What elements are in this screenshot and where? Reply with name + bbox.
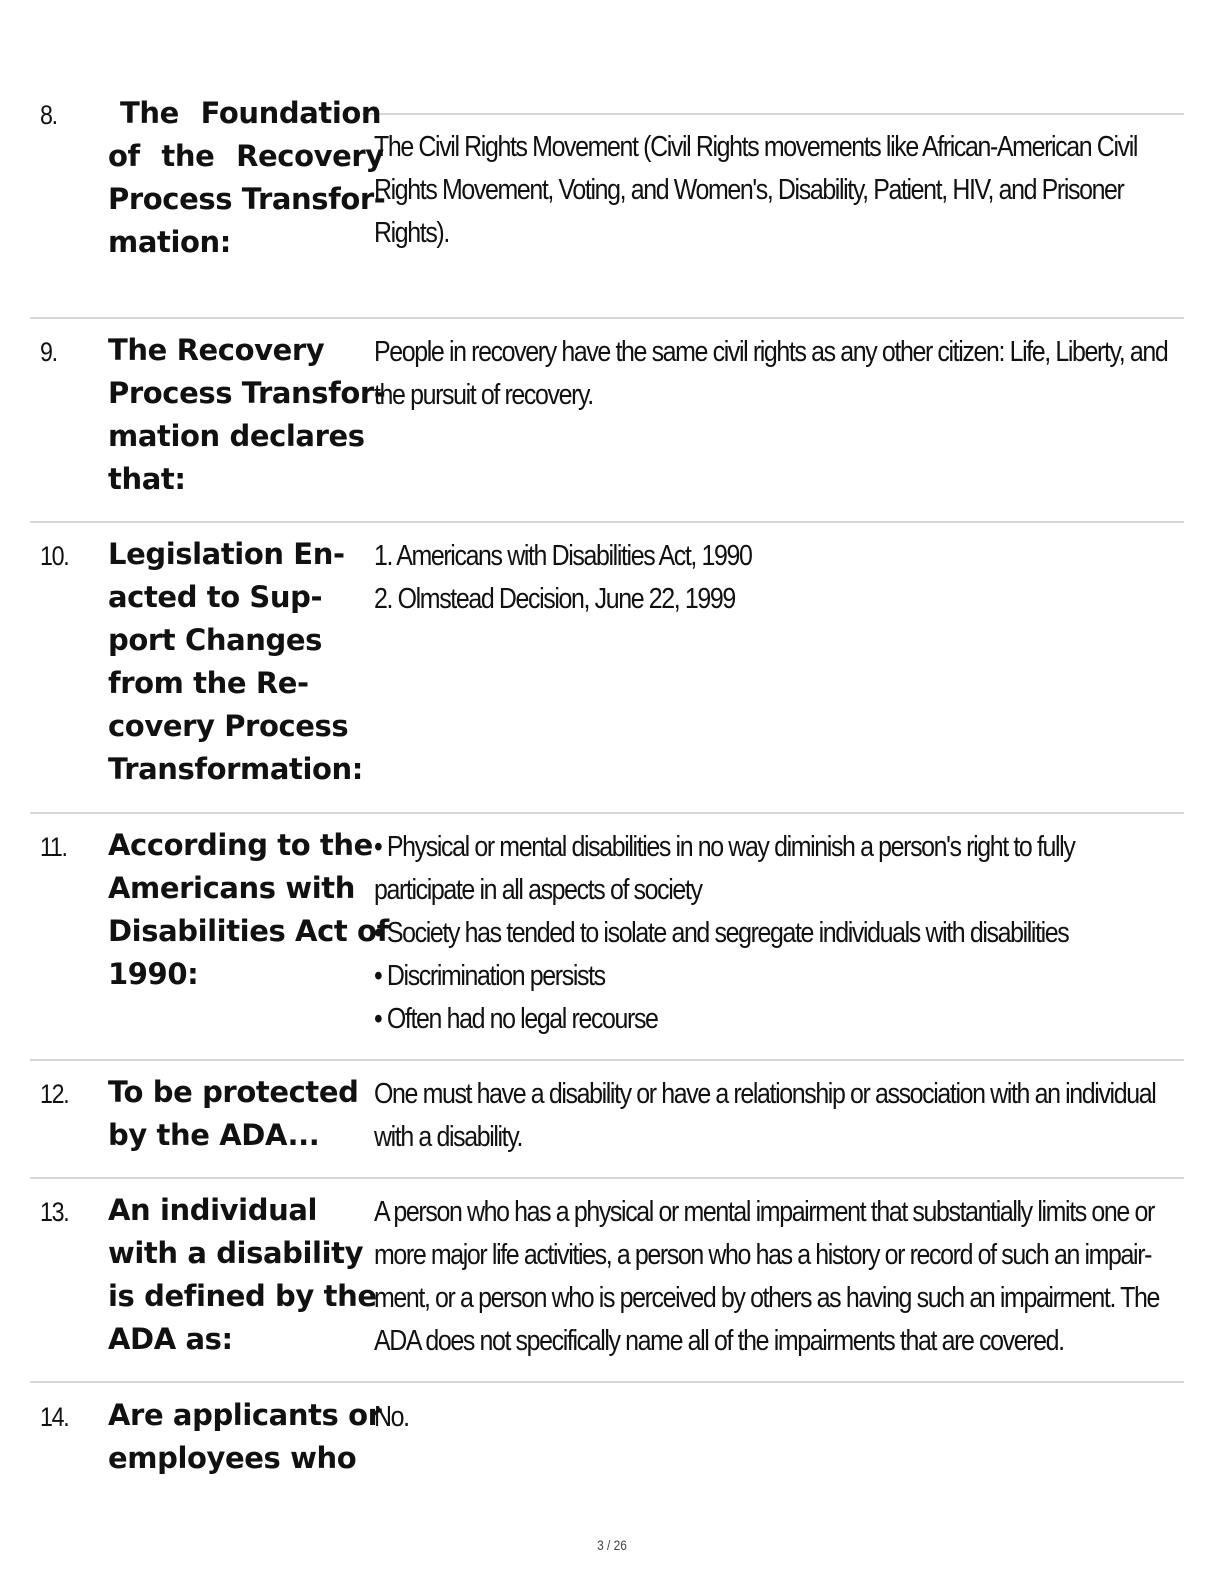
item-term (108, 92, 386, 264)
definition-line: more major life activities, a person who has a history or record of such an impair- (374, 1239, 1152, 1271)
term-line: To be protected (108, 1075, 359, 1109)
item-term (108, 824, 389, 996)
term-line: Are applicants or (108, 1398, 382, 1432)
item-definition (374, 1191, 1174, 1363)
item-number: 12. (40, 1079, 69, 1109)
term-line: Legislation En- (108, 537, 345, 571)
definition-line: Rights Movement, Voting, and Women's, Disability, Patient, HIV, and Prisoner (374, 174, 1124, 206)
definition-line: One must have a disability or have a relationship or association with an individual (374, 1078, 1156, 1110)
term-line: According to the (108, 828, 373, 862)
item-number: 8. (40, 100, 57, 130)
term-line: covery Process (108, 709, 349, 743)
term-line: by the ADA... (108, 1118, 320, 1152)
definition-line: ment, or a person who is perceived by others as having such an impairment. The (374, 1282, 1159, 1314)
item-definition (374, 331, 1174, 417)
item-definition (374, 126, 1174, 255)
item-term (108, 533, 366, 791)
item-number: 11. (40, 832, 67, 862)
term-line: port Changes (108, 623, 322, 657)
item-number: 14. (40, 1402, 69, 1432)
item-term (108, 1394, 382, 1480)
item-number: 10. (40, 541, 69, 571)
term-line: Transformation: (108, 752, 363, 786)
term-line: 1990: (108, 957, 199, 991)
row-divider (30, 812, 1184, 814)
item-definition (374, 1396, 1174, 1439)
definition-line: the pursuit of recovery. (374, 379, 593, 411)
term-line: The Recovery (108, 333, 325, 367)
definition-line: • Often had no legal recourse (374, 1003, 658, 1035)
row-divider (30, 521, 1184, 523)
term-line: with a disability (108, 1236, 364, 1270)
term-line: The Foundation (120, 96, 382, 130)
row-divider (362, 113, 1184, 115)
item-definition (374, 535, 1174, 621)
term-line: Disabilities Act of (108, 914, 389, 948)
item-term (108, 1071, 366, 1157)
term-line: Process Transfor- (108, 182, 386, 216)
row-divider (30, 317, 1184, 319)
page-indicator: 3 / 26 (597, 1537, 627, 1553)
definition-line: People in recovery have the same civil rights as any other citizen: Life, Liberty, and (374, 336, 1168, 368)
definition-line: ADA does not specifically name all of the impairments that are covered. (374, 1325, 1064, 1357)
definition-line: The Civil Rights Movement (Civil Rights movements like African-American Civil (374, 131, 1138, 163)
definition-line: No. (374, 1401, 409, 1433)
definition-line: 2. Olmstead Decision, June 22, 1999 (374, 583, 735, 615)
row-divider (30, 1381, 1184, 1383)
definition-line: A person who has a physical or mental impairment that substantially limits one or (374, 1196, 1154, 1228)
term-line: employees who (108, 1441, 357, 1475)
definition-line: 1. Americans with Disabilities Act, 1990 (374, 540, 752, 572)
definition-line: Rights). (374, 217, 449, 249)
term-line: is defined by the (108, 1279, 377, 1313)
term-line: Process Transfor- (108, 376, 386, 410)
item-number: 13. (40, 1197, 69, 1227)
item-term (108, 329, 386, 501)
term-line: ADA as: (108, 1322, 233, 1356)
definition-line: with a disability. (374, 1121, 523, 1153)
term-line: mation declares (108, 419, 365, 453)
row-divider (30, 1059, 1184, 1061)
item-definition (374, 826, 1174, 1041)
definition-line: • Physical or mental disabilities in no way diminish a person's right to fully (374, 831, 1075, 863)
item-number: 9. (40, 337, 57, 367)
term-line: that: (108, 462, 186, 496)
term-line: of the Recovery (108, 139, 384, 173)
definition-line: • Discrimination persists (374, 960, 605, 992)
definition-line: participate in all aspects of society (374, 874, 702, 906)
term-line: An individual (108, 1193, 318, 1227)
row-divider (30, 1177, 1184, 1179)
item-definition (374, 1073, 1174, 1159)
term-line: mation: (108, 225, 231, 259)
item-term (108, 1189, 377, 1361)
term-line: Americans with (108, 871, 355, 905)
term-line: acted to Sup- (108, 580, 323, 614)
term-line: from the Re- (108, 666, 309, 700)
definition-line: • Society has tended to isolate and segregate individuals with disabilities (374, 917, 1069, 949)
